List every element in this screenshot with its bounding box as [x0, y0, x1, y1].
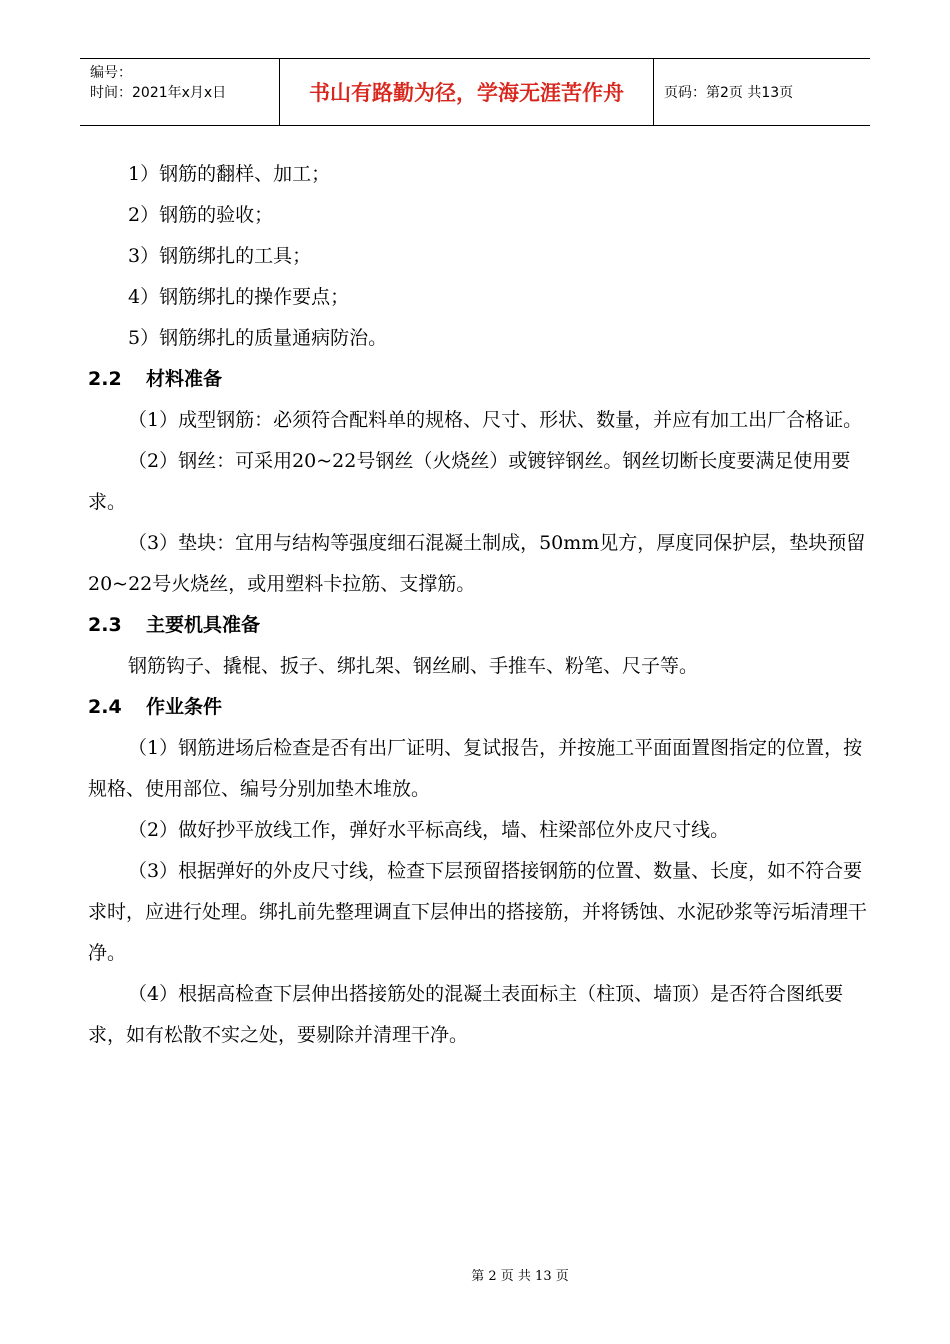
paragraph: （2）钢丝：可采用20~22号钢丝（火烧丝）或镀锌钢丝。钢丝切断长度要满足使用要求。 [88, 450, 851, 513]
section-heading-2-2 [88, 359, 868, 400]
paragraph: （3）根据弹好的外皮尺寸线，检查下层预留搭接钢筋的位置、数量、长度，如不符合要求时，应进行处理。绑扎前先整理调直下层伸出的搭接筋，并将锈蚀、水泥砂浆等污垢清理干净。 [88, 860, 868, 964]
section-title: 材料准备 [146, 368, 223, 390]
section-number: 2.4 [88, 696, 122, 718]
header-page-info: 页码：第2页 共13页 [664, 85, 794, 101]
section-heading-2-3 [88, 605, 868, 646]
list-item: 1）钢筋的翻样、加工； [128, 163, 331, 185]
header-time-label: 时间：2021年x月x日 [90, 85, 227, 101]
header-meta [80, 59, 280, 125]
header-motto: 书山有路勤为径，学海无涯苦作舟 [280, 59, 654, 125]
list-item: 4）钢筋绑扎的操作要点； [128, 286, 350, 308]
section-number: 2.2 [88, 368, 122, 390]
paragraph: （1）钢筋进场后检查是否有出厂证明、复试报告，并按施工平面面置图指定的位置，按规格、使用部位、编号分别加垫木堆放。 [88, 737, 863, 800]
header-number-label: 编号： [90, 65, 132, 81]
list-item: 2）钢筋的验收； [128, 204, 274, 226]
paragraph: （2）做好抄平放线工作，弹好水平标高线，墙、柱梁部位外皮尺寸线。 [128, 819, 730, 841]
page-header [80, 58, 870, 126]
section-heading-2-4 [88, 687, 868, 728]
section-title: 主要机具准备 [146, 614, 261, 636]
paragraph: 钢筋钩子、撬棍、扳子、绑扎架、钢丝刷、手推车、粉笔、尺子等。 [128, 655, 699, 677]
section-number: 2.3 [88, 614, 122, 636]
paragraph: （1）成型钢筋：必须符合配料单的规格、尺寸、形状、数量，并应有加工出厂合格证。 [128, 409, 863, 431]
page-footer: 第 2 页 共 13 页 [471, 1269, 569, 1284]
list-item: 5）钢筋绑扎的质量通病防治。 [128, 327, 388, 349]
paragraph: （3）垫块：宜用与结构等强度细石混凝土制成，50mm见方，厚度同保护层，垫块预留20~22号火烧丝，或用塑料卡拉筋、支撑筋。 [88, 532, 866, 595]
section-title: 作业条件 [146, 696, 223, 718]
document-body [88, 154, 868, 1056]
list-item: 3）钢筋绑扎的工具； [128, 245, 312, 267]
paragraph: （4）根据高检查下层伸出搭接筋处的混凝土表面标主（柱顶、墙顶）是否符合图纸要求，如有松散不实之处，要剔除并清理干净。 [88, 983, 844, 1046]
